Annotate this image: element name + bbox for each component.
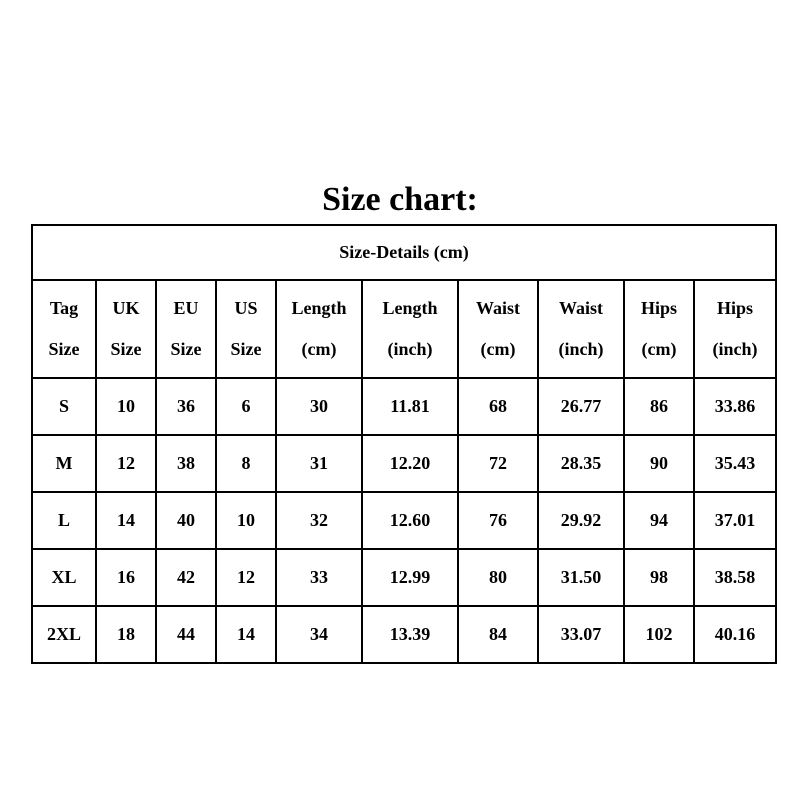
table-cell: 12.20 (362, 435, 458, 492)
header-label: Length (382, 298, 438, 318)
table-cell: 98 (624, 549, 694, 606)
table-cell: 12 (96, 435, 156, 492)
column-header (624, 280, 694, 378)
table-cell: 76 (458, 492, 538, 549)
table-cell: 33.86 (694, 378, 776, 435)
table-row (32, 549, 776, 606)
table-row (32, 606, 776, 663)
column-header (96, 280, 156, 378)
table-caption: Size-Details (cm) (32, 225, 776, 280)
size-chart-table (31, 224, 777, 664)
column-header (156, 280, 216, 378)
table-row (32, 435, 776, 492)
table-cell: 80 (458, 549, 538, 606)
table-cell: 40.16 (694, 606, 776, 663)
table-cell: 38.58 (694, 549, 776, 606)
table-row (32, 492, 776, 549)
header-unit: Size (170, 339, 202, 359)
column-header (32, 280, 96, 378)
table-cell: 26.77 (538, 378, 624, 435)
tag-size-cell: 2XL (32, 606, 96, 663)
header-unit: (inch) (558, 339, 604, 359)
table-cell: 12.60 (362, 492, 458, 549)
table-cell: 33.07 (538, 606, 624, 663)
header-label: Length (291, 298, 347, 318)
table-cell: 40 (156, 492, 216, 549)
table-cell: 42 (156, 549, 216, 606)
table-row (32, 378, 776, 435)
header-label: US (234, 298, 258, 318)
column-header (538, 280, 624, 378)
table-cell: 37.01 (694, 492, 776, 549)
table-cell: 8 (216, 435, 276, 492)
header-label: Hips (640, 298, 678, 318)
tag-size-cell: M (32, 435, 96, 492)
table-cell: 72 (458, 435, 538, 492)
table-cell: 12 (216, 549, 276, 606)
column-header (458, 280, 538, 378)
table-cell: 10 (96, 378, 156, 435)
column-header (276, 280, 362, 378)
table-cell: 35.43 (694, 435, 776, 492)
header-unit: Size (230, 339, 262, 359)
header-unit: Size (110, 339, 142, 359)
table-cell: 94 (624, 492, 694, 549)
table-header-row (32, 280, 776, 378)
table-cell: 36 (156, 378, 216, 435)
header-label: EU (173, 298, 199, 318)
table-cell: 32 (276, 492, 362, 549)
table-cell: 31.50 (538, 549, 624, 606)
table-body (32, 378, 776, 663)
table-cell: 6 (216, 378, 276, 435)
header-label: Hips (717, 298, 754, 318)
header-label: Tag (49, 298, 79, 318)
header-label: Waist (558, 298, 603, 318)
table-cell: 11.81 (362, 378, 458, 435)
column-header (216, 280, 276, 378)
table-cell: 10 (216, 492, 276, 549)
table-cell: 31 (276, 435, 362, 492)
table-cell: 28.35 (538, 435, 624, 492)
table-cell: 38 (156, 435, 216, 492)
table-cell: 29.92 (538, 492, 624, 549)
header-unit: (inch) (387, 339, 433, 359)
table-cell: 68 (458, 378, 538, 435)
table-cell: 13.39 (362, 606, 458, 663)
table-cell: 18 (96, 606, 156, 663)
table-cell: 102 (624, 606, 694, 663)
page-title: Size chart: (322, 181, 478, 218)
header-unit: (cm) (480, 339, 516, 359)
table-cell: 34 (276, 606, 362, 663)
table-cell: 84 (458, 606, 538, 663)
table-cell: 86 (624, 378, 694, 435)
header-unit: (cm) (641, 339, 677, 359)
table-cell: 30 (276, 378, 362, 435)
header-label: UK (112, 298, 140, 318)
table-cell: 14 (96, 492, 156, 549)
column-header (362, 280, 458, 378)
tag-size-cell: S (32, 378, 96, 435)
header-label: Waist (475, 298, 520, 318)
column-header (694, 280, 776, 378)
tag-size-cell: XL (32, 549, 96, 606)
header-unit: Size (48, 339, 80, 359)
header-unit: (cm) (301, 339, 337, 359)
table-cell: 33 (276, 549, 362, 606)
table-cell: 90 (624, 435, 694, 492)
table-cell: 12.99 (362, 549, 458, 606)
table-cell: 14 (216, 606, 276, 663)
header-unit: (inch) (712, 339, 758, 359)
table-cell: 44 (156, 606, 216, 663)
tag-size-cell: L (32, 492, 96, 549)
table-cell: 16 (96, 549, 156, 606)
